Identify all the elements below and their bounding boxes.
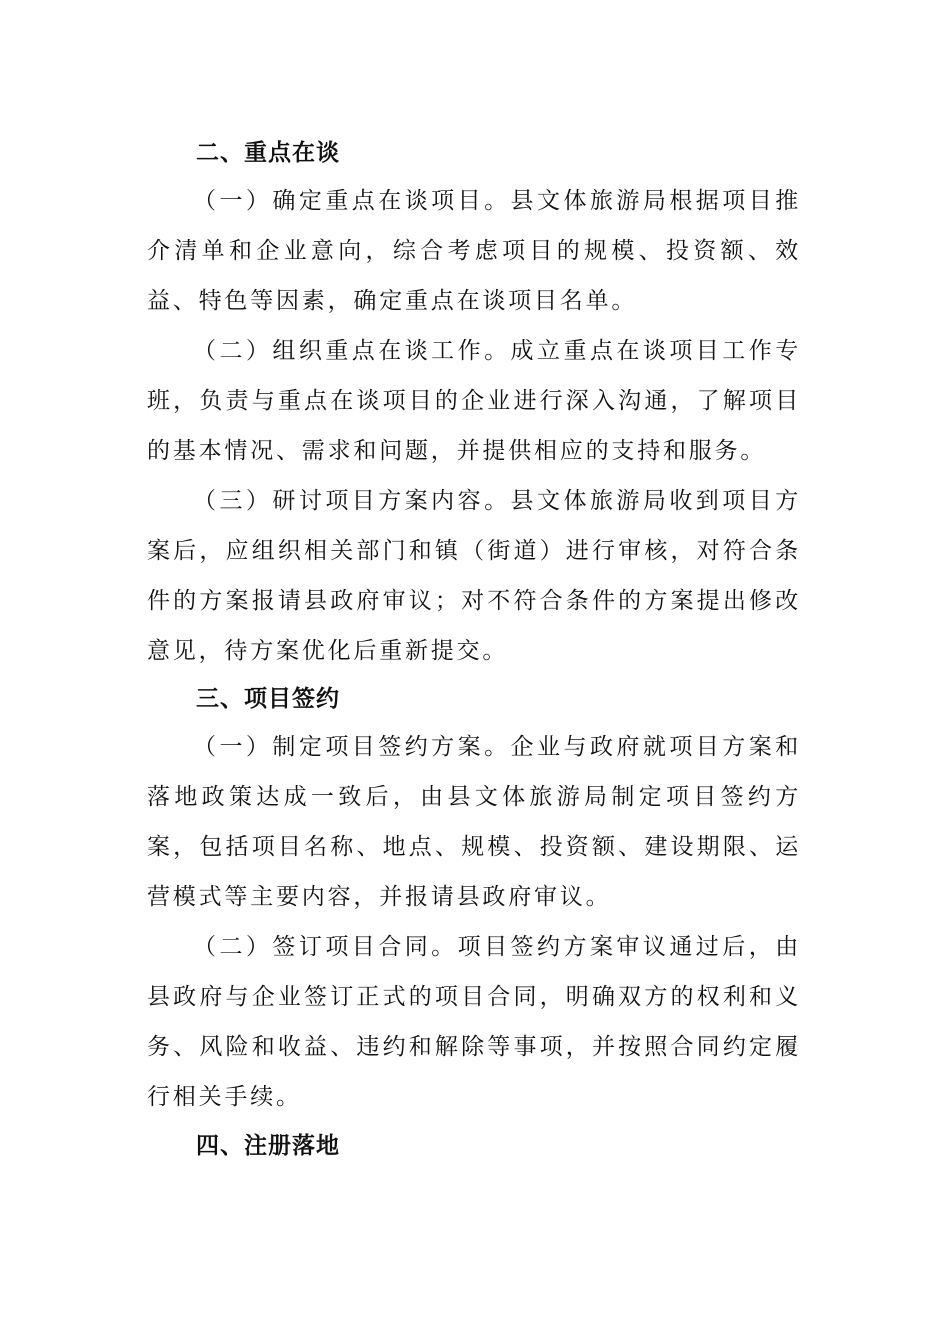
paragraph-review-project-plan: （三）研讨项目方案内容。县文体旅游局收到项目方案后，应组织相关部门和镇（街道）进行审核，对符合条件的方案报请县政府审议；对不符合条件的方案提出修改意见，待方案优化后重新提交。: [147, 488, 801, 664]
paragraph-confirm-key-projects: （一）确定重点在谈项目。县文体旅游局根据项目推介清单和企业意向，综合考虑项目的规模、投资额、效益、特色等因素，确定重点在谈项目名单。: [147, 188, 801, 314]
section-heading-key-negotiation: 二、重点在谈: [196, 140, 340, 166]
paragraph-sign-contract: （二）签订项目合同。项目签约方案审议通过后，由县政府与企业签订正式的项目合同，明确双方的权利和义务、风险和收益、违约和解除等事项，并按照合同约定履行相关手续。: [147, 934, 801, 1110]
section-heading-registration: 四、注册落地: [196, 1133, 340, 1159]
paragraph-signing-plan: （一）制定项目签约方案。企业与政府就项目方案和落地政策达成一致后，由县文体旅游局制定项目签约方案，包括项目名称、地点、规模、投资额、建设期限、运营模式等主要内容，并报请县政府审议。: [147, 734, 801, 910]
paragraph-organize-negotiation: （二）组织重点在谈工作。成立重点在谈项目工作专班，负责与重点在谈项目的企业进行深入沟通，了解项目的基本情况、需求和问题，并提供相应的支持和服务。: [147, 338, 801, 464]
section-heading-project-signing: 三、项目签约: [196, 686, 340, 712]
